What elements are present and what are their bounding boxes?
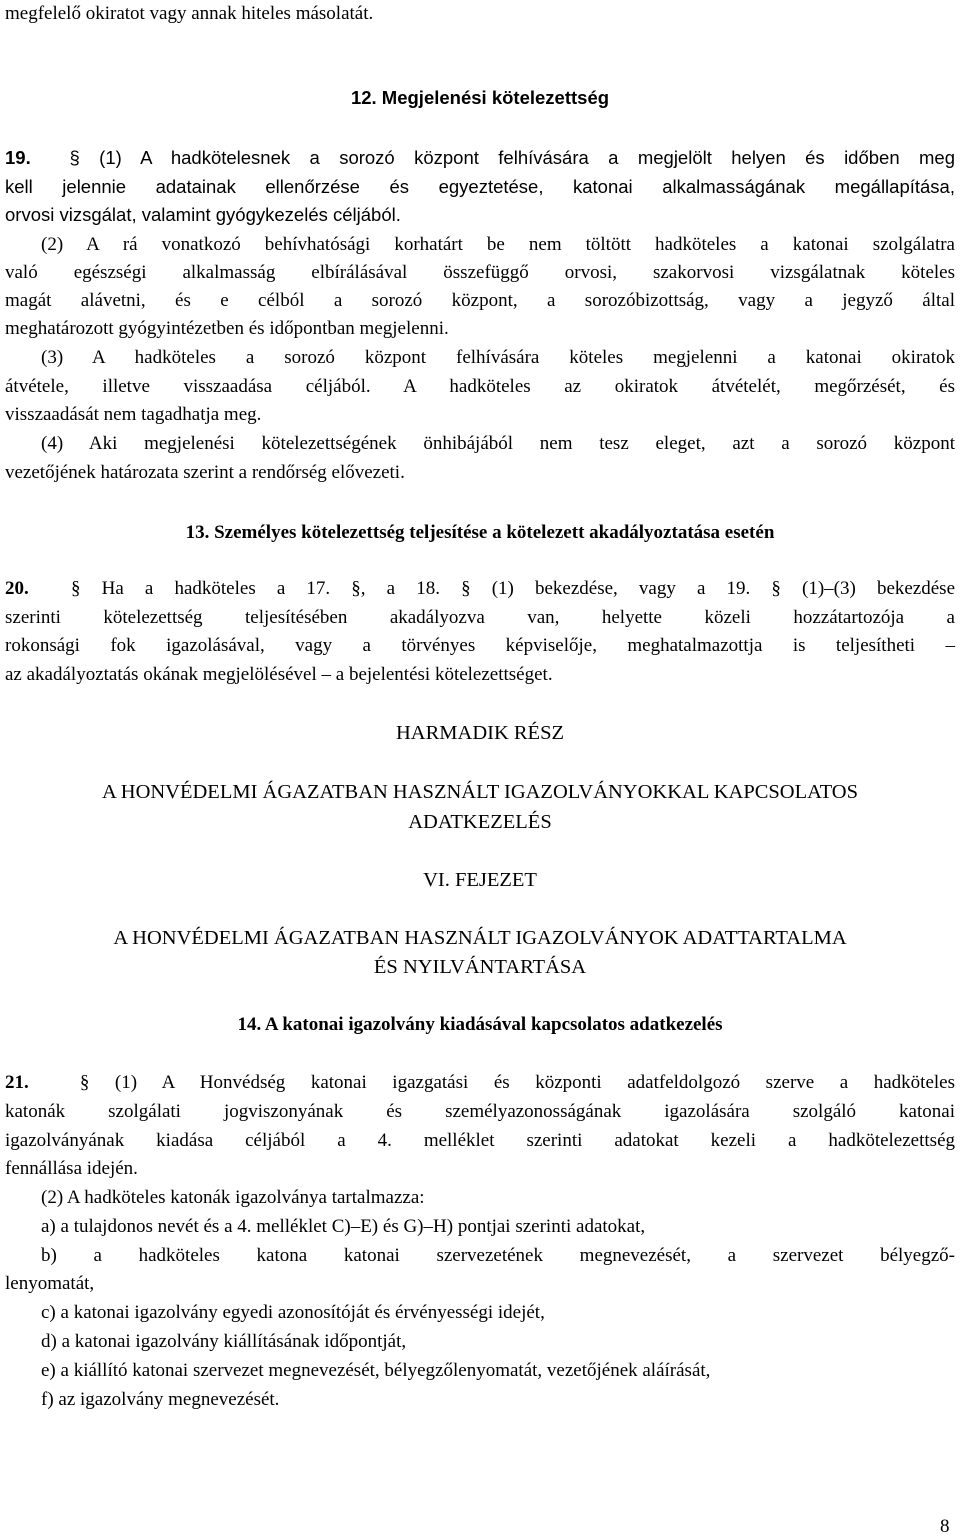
list-item-b-continued: lenyomatát, — [5, 1273, 95, 1294]
text-line: (2) A rá vonatkozó behívhatósági korhatárt be nem töltött hadköteles a katonai szolgálatra — [41, 234, 955, 255]
text-line: az akadályoztatás okának megjelölésével – a bejelentési kötelezettséget. — [5, 664, 553, 685]
text-line: § (1) A Honvédség katonai igazgatási és központi adatfeldolgozó szerve a hadköteles — [79, 1072, 955, 1093]
paragraph-19-line — [5, 146, 955, 170]
section-number: 20. — [5, 578, 29, 599]
part-title-line: A HONVÉDELMI ÁGAZATBAN HASZNÁLT IGAZOLVÁNYOKKAL KAPCSOLATOS — [101, 781, 859, 803]
text-line: kell jelennie adatainak ellenőrzése és egyeztetése, katonai alkalmasságának megállapítása, — [5, 176, 955, 197]
text-line: (2) A hadköteles katonák igazolványa tartalmazza: — [41, 1187, 425, 1208]
text-line: való egészségi alkalmasság elbírálásával összefüggő orvosi, szakorvosi vizsgálatnak köteles — [5, 262, 955, 283]
text-line: magát alávetni, és e célból a sorozó központ, a sorozóbizottság, vagy a jegyző által — [5, 290, 955, 311]
section-number: 19. — [5, 147, 31, 168]
text-line: (3) A hadköteles a sorozó központ felhívására köteles megjelenni a katonai okiratok — [41, 347, 955, 368]
chapter-title-line: ÉS NYILVÁNTARTÁSA — [373, 956, 587, 978]
text-line: vezetőjének határozata szerint a rendőrség elővezeti. — [5, 462, 405, 483]
part-heading: HARMADIK RÉSZ — [396, 722, 564, 744]
text-line: § (1) A hadkötelesnek a sorozó központ felhívására a megjelölt helyen és időben meg — [69, 147, 955, 168]
text-line: § Ha a hadköteles a 17. §, a 18. § (1) bekezdése, vagy a 19. § (1)–(3) bekezdése — [71, 578, 955, 599]
list-item-b: b) a hadköteles katona katonai szervezetének megnevezését, a szervezet bélyegző- — [41, 1245, 955, 1266]
list-item-e: e) a kiállító katonai szervezet megnevezését, bélyegzőlenyomatát, vezetőjének aláírását, — [41, 1360, 711, 1381]
part-title-line: ADATKEZELÉS — [408, 811, 552, 833]
chapter-heading: VI. FEJEZET — [423, 869, 537, 891]
text-line: (4) Aki megjelenési kötelezettségének önhibájából nem tesz eleget, azt a sorozó központ — [41, 433, 955, 454]
text-line: igazolványának kiadása céljából a 4. melléklet szerinti adatokat kezeli a hadkötelezettség — [5, 1130, 955, 1151]
text-line: katonák szolgálati jogviszonyának és személyazonosságának igazolására szolgáló katonai — [5, 1101, 955, 1122]
list-item-d: d) a katonai igazolvány kiállításának időpontját, — [41, 1331, 407, 1352]
list-item-f: f) az igazolvány megnevezését. — [41, 1389, 280, 1410]
section-number: 21. — [5, 1072, 29, 1093]
section-heading-14: 14. A katonai igazolvány kiadásával kapcsolatos adatkezelés — [237, 1014, 723, 1035]
section-heading-12: 12. Megjelenési kötelezettség — [350, 87, 610, 108]
text-line: rokonsági fok igazolásával, vagy a törvényes képviselője, meghatalmazottja is teljesítheti – — [5, 635, 955, 656]
text-line: szerinti kötelezettség teljesítésében akadályozva van, helyette közeli hozzátartozója a — [5, 607, 955, 628]
chapter-title-line: A HONVÉDELMI ÁGAZATBAN HASZNÁLT IGAZOLVÁNYOK ADATTARTALMA — [113, 927, 847, 949]
text-line: visszaadását nem tagadhatja meg. — [5, 404, 262, 425]
page-number: 8 — [940, 1516, 950, 1537]
list-item-a: a) a tulajdonos nevét és a 4. melléklet C)–E) és G)–H) pontjai szerinti adatokat, — [41, 1216, 646, 1237]
list-item-c: c) a katonai igazolvány egyedi azonosítóját és érvényességi idejét, — [41, 1302, 545, 1323]
text-line: orvosi vizsgálat, valamint gyógykezelés céljából. — [5, 204, 401, 225]
paragraph-20-line — [5, 577, 955, 601]
text-line: megfelelő okiratot vagy annak hiteles másolatát. — [5, 3, 374, 24]
text-line: fennállása idején. — [5, 1158, 138, 1179]
section-heading-13: 13. Személyes kötelezettség teljesítése a kötelezett akadályoztatása esetén — [185, 522, 775, 543]
text-line: átvétele, illetve visszaadása céljából. A hadköteles az okiratok átvételét, megőrzését, és — [5, 376, 955, 397]
text-line: meghatározott gyógyintézetben és időpontban megjelenni. — [5, 318, 449, 339]
paragraph-21-line — [5, 1071, 955, 1095]
